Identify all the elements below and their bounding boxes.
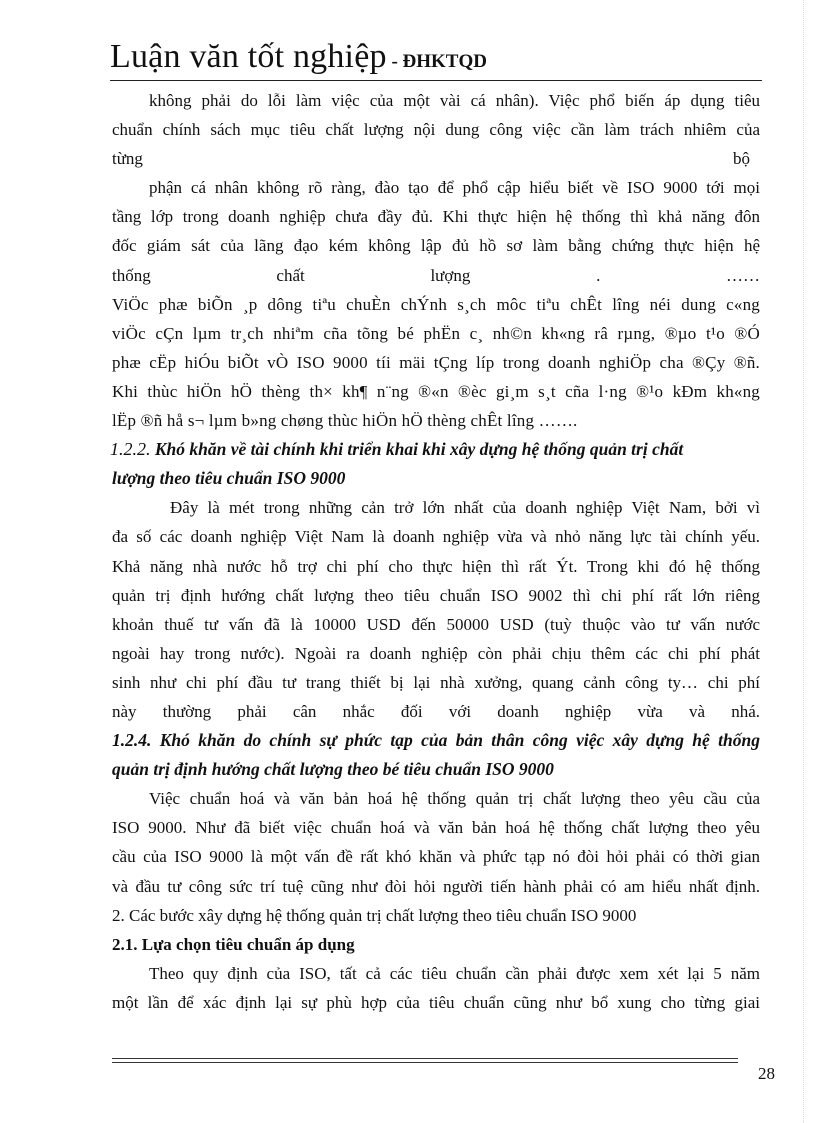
paragraph-line: ngoài hay trong nước). Ngoài ra doanh nghiệp còn phải chịu thêm các chi phí phát	[112, 643, 760, 663]
paragraph-line	[112, 144, 760, 173]
garbled-line: lËp ®ñ hå s¬ lµm b»ng chøng thùc hiÖn hÖ thèng chÊt lîng …….	[112, 411, 578, 431]
garbled-line: ViÖc phæ biÕn ¸p dông tiªu chuÈn chÝnh s¸ch môc tiªu chÊt lîng néi dung c«ng	[112, 294, 760, 314]
section-heading-cont: quản trị định hướng chất lượng theo bé tiêu chuẩn ISO 9000	[112, 759, 554, 780]
section-heading-2: 2. Các bước xây dựng hệ thống quản trị chất lượng theo tiêu chuẩn ISO 9000	[112, 905, 637, 925]
garbled-line: phæ cËp hiÓu biÕt vÒ ISO 9000 tíi mäi tÇng líp trong doanh nghiÖp cha ®Çy ®ñ.	[112, 352, 760, 372]
header-rule	[110, 80, 762, 81]
page-number: 28	[758, 1064, 775, 1083]
document-body	[112, 86, 760, 1017]
paragraph-line: quản trị định hướng chất lượng theo tiêu chuẩn ISO 9002 thì chi phí rất lớn riêng	[112, 585, 760, 605]
section-number: 1.2.2.	[110, 439, 151, 460]
paragraph-line: khoản thuế tư vấn đã là 10000 USD đến 50000 USD (tuỳ thuộc vào tư vấn nước	[112, 614, 760, 634]
paragraph-line: Theo quy định của ISO, tất cả các tiêu chuẩn cần phải được xem xét lại 5 năm	[149, 963, 760, 983]
section-heading-cont: lượng theo tiêu chuẩn ISO 9000	[112, 468, 346, 489]
section-heading-1-2-2	[110, 435, 760, 464]
paragraph-line: phận cá nhân không rõ ràng, đào tạo để phổ cập hiểu biết về ISO 9000 tới mọi	[149, 178, 760, 198]
header-subtitle: - ĐHKTQD	[386, 51, 487, 72]
text-fragment: .	[596, 265, 601, 285]
garbled-line: Khi thùc hiÖn hÖ thèng th× kh¶ n¨ng ®«n ®èc gi¸m s¸t cña l·ng ®¹o kÐm kh«ng	[112, 381, 760, 401]
paragraph-line: Việc chuẩn hoá và văn bản hoá hệ thống quản trị chất lượng theo yêu cầu của	[149, 789, 760, 809]
paragraph-line: không phải do lỗi làm việc của một vài cá nhân). Việc phổ biến áp dụng tiêu	[149, 91, 760, 110]
section-title: Khó khăn về tài chính khi triển khai khi xây dựng hệ thống quản trị chất	[150, 439, 684, 460]
paragraph-line: một lần để xác định lại sự phù hợp của tiêu chuẩn cũng như bổ xung cho từng giai	[112, 992, 760, 1012]
paragraph-line: cầu của ISO 9000 là một vấn đề rất khó khăn và phức tạp nó đòi hỏi phải có thời gian	[112, 847, 760, 867]
paragraph-line	[112, 261, 760, 290]
footer-rule	[112, 1058, 738, 1059]
text-fragment: bộ	[733, 149, 750, 169]
paragraph-line: sinh như chi phí đầu tư trang thiết bị lại nhà xưởng, quang cảnh công ty… chi phí	[112, 672, 760, 692]
footer-rule	[112, 1062, 738, 1063]
page-header	[110, 38, 762, 76]
text-fragment: lượng	[430, 265, 471, 285]
paragraph-line: đốc giám sát của lãng đạo kém không lập đủ hồ sơ làm bằng chứng thực hiện hệ	[112, 236, 760, 256]
paragraph-line: này thường phải cân nhắc đối với doanh nghiệp vừa và nhá.	[112, 701, 760, 721]
paragraph-line: tầng lớp trong doanh nghiệp chưa đầy đủ. Khi thực hiện hệ thống thì khả năng đôn	[112, 207, 760, 227]
text-fragment: từng	[112, 149, 143, 169]
paragraph-line: và đầu tư công sức trí tuệ cũng như đòi hỏi người tiến hành phải có am hiểu nhất định.	[112, 876, 760, 896]
header-title: Luận văn tốt nghiệp	[110, 38, 387, 75]
text-fragment: thống	[112, 265, 151, 285]
paragraph-line: Đây là mét trong những cản trở lớn nhất của doanh nghiệp Việt Nam, bởi vì	[170, 498, 760, 518]
section-heading-1-2-4: 1.2.4. Khó khăn do chính sự phức tạp của bản thân công việc xây dựng hệ thống	[112, 730, 760, 751]
text-fragment: chất	[276, 265, 305, 285]
page-border	[803, 0, 804, 1123]
paragraph-line: Khả năng nhà nước hỗ trợ chi phí cho thực hiện thì rất Ýt. Trong khi đó hệ thống	[112, 556, 760, 576]
paragraph-line: đa số các doanh nghiệp Việt Nam là doanh nghiệp vừa và nhỏ năng lực tài chính yếu.	[112, 527, 760, 547]
section-heading-2-1: 2.1. Lựa chọn tiêu chuẩn áp dụng	[112, 934, 355, 954]
text-fragment: ……	[726, 265, 760, 285]
paragraph-line: chuẩn chính sách mục tiêu chất lượng nội dung công việc cần làm trách nhiêm của	[112, 120, 760, 140]
garbled-line: viÖc cÇn lµm tr¸ch nhiªm cña tõng bé phËn c¸ nh©n kh«ng râ rµng, ®µo t¹o ®Ó	[112, 323, 760, 343]
paragraph-line: ISO 9000. Như đã biết việc chuẩn hoá và văn bản hoá hệ thống chất lượng theo yêu	[112, 818, 760, 838]
